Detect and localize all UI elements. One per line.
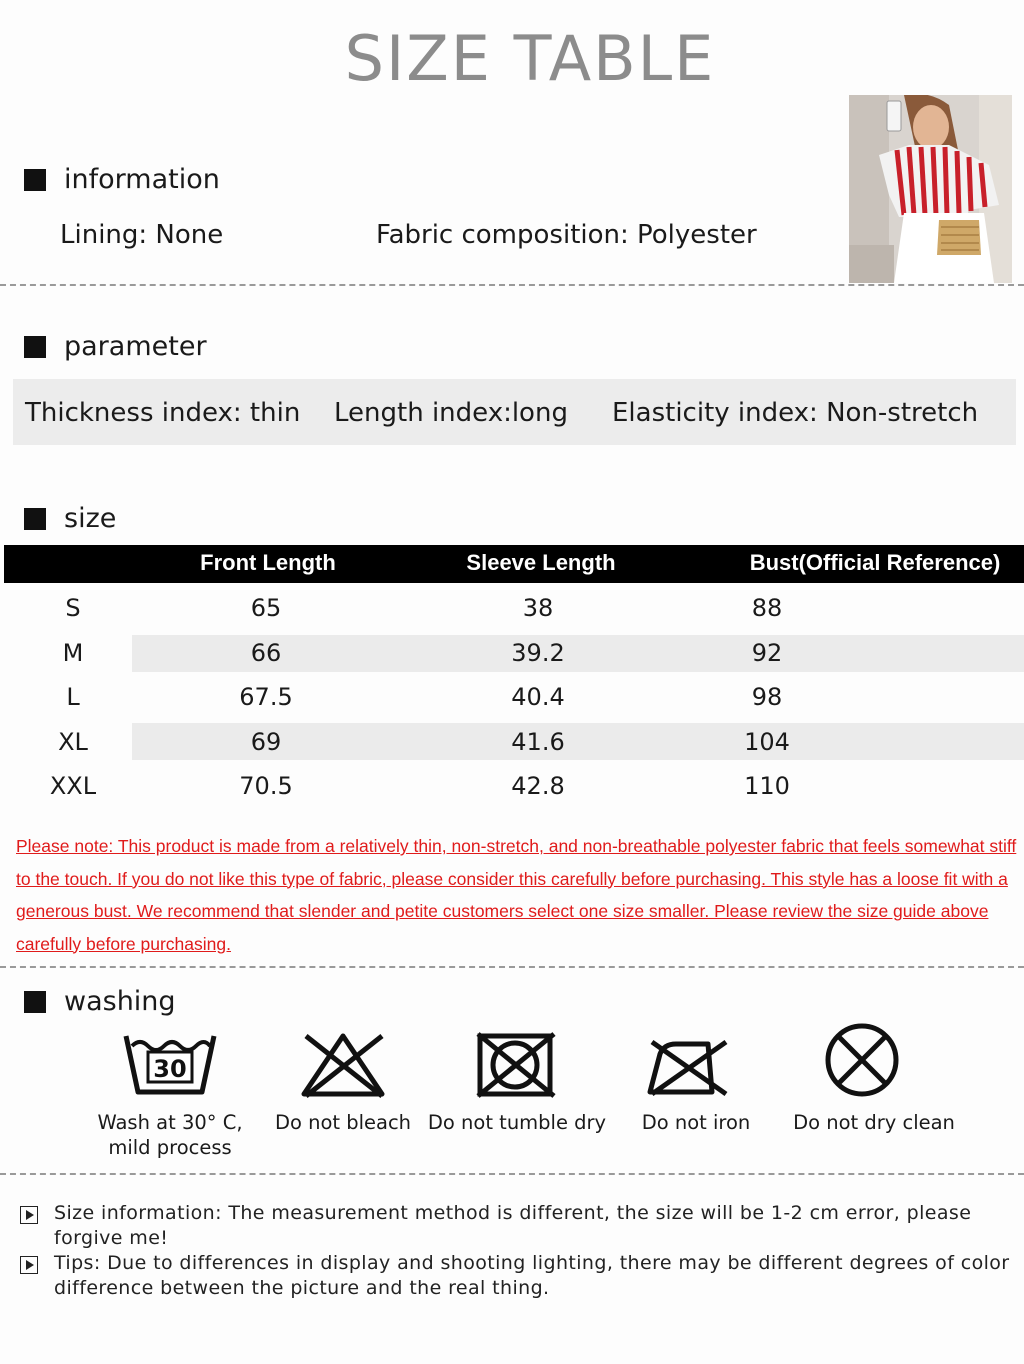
- front-length-cell: 66: [250, 639, 282, 667]
- no-bleach-icon: [298, 1030, 388, 1104]
- tip-text: Tips: Due to differences in display and shooting lighting, there may be different degrees of color difference between the picture and the real thing.: [54, 1252, 1010, 1299]
- no-tumble-dry-label: Do not tumble dry: [427, 1111, 607, 1134]
- size-cell: M: [62, 639, 84, 667]
- divider: [0, 284, 1024, 286]
- play-box-icon: [20, 1206, 38, 1224]
- bust-cell: 88: [751, 594, 783, 622]
- tip-text: Size information: The measurement method is different, the size will be 1-2 cm error, please forgive me!: [54, 1202, 972, 1249]
- header-sleeve-length: Sleeve Length: [466, 550, 616, 575]
- size-information-tip: [20, 1201, 1020, 1251]
- fabric-text: Fabric composition: Polyester: [376, 220, 757, 250]
- bust-cell: 98: [751, 683, 783, 711]
- washing-heading: [24, 986, 176, 1017]
- elasticity-index: Elasticity index: Non-stretch: [612, 398, 979, 428]
- no-bleach-label: Do not bleach: [274, 1111, 412, 1134]
- color-difference-tip: [20, 1251, 1020, 1301]
- note-line: carefully before purchasing.: [16, 933, 231, 954]
- no-iron-icon: [646, 1034, 732, 1102]
- product-photo: [849, 95, 1012, 283]
- sleeve-length-cell: 38: [522, 594, 554, 622]
- page-title: SIZE TABLE: [344, 22, 716, 95]
- wash-label-line: Wash at 30° C,: [97, 1111, 243, 1134]
- washing-heading-text: washing: [64, 986, 176, 1017]
- divider: [0, 1173, 1024, 1175]
- parameter-heading: [24, 331, 207, 362]
- wash-temperature: 30: [153, 1055, 187, 1083]
- information-heading: [24, 164, 220, 195]
- square-bullet-icon: [24, 169, 46, 191]
- size-heading-text: size: [64, 503, 117, 534]
- note-line: Please note: This product is made from a relatively thin, non-stretch, and non-breathable polyester fabric that feels somewhat stiff: [16, 836, 1017, 856]
- lining-text: Lining: None: [60, 220, 224, 250]
- note-line: generous bust. We recommend that slender and petite customers select one size smaller. Please review the size guide above: [16, 901, 989, 921]
- front-length-cell: 70.5: [239, 772, 293, 800]
- information-heading-text: information: [64, 164, 220, 195]
- wash-30-label: [70, 1110, 270, 1160]
- size-cell: XXL: [49, 772, 97, 800]
- size-cell: L: [66, 683, 80, 711]
- front-length-cell: 67.5: [239, 683, 293, 711]
- square-bullet-icon: [24, 336, 46, 358]
- size-cell: S: [65, 594, 81, 622]
- wash-label-line: mild process: [108, 1136, 232, 1159]
- wash-30-icon: [120, 1028, 220, 1102]
- bust-cell: 110: [744, 772, 790, 800]
- fabric-note: [16, 830, 1024, 960]
- no-dry-clean-label: Do not dry clean: [793, 1111, 955, 1134]
- bust-cell: 104: [744, 728, 790, 756]
- front-length-cell: 69: [250, 728, 282, 756]
- header-front-length: Front Length: [200, 550, 336, 575]
- header-bust: Bust(Official Reference): [749, 550, 1001, 575]
- size-heading: [24, 503, 116, 534]
- sleeve-length-cell: 41.6: [511, 728, 565, 756]
- bust-cell: 92: [751, 639, 783, 667]
- sleeve-length-cell: 39.2: [511, 639, 565, 667]
- size-cell: XL: [58, 728, 88, 756]
- sleeve-length-cell: 40.4: [511, 683, 565, 711]
- note-line: to the touch. If you do not like this type of fabric, please consider this carefully before purchasing. This style has a loose fit with a: [16, 868, 1008, 889]
- play-box-icon: [20, 1256, 38, 1274]
- sleeve-length-cell: 42.8: [511, 772, 565, 800]
- thickness-index: Thickness index: thin: [25, 398, 301, 428]
- divider: [0, 966, 1024, 968]
- square-bullet-icon: [24, 508, 46, 530]
- front-length-cell: 65: [250, 594, 282, 622]
- no-dry-clean-icon: [820, 1020, 904, 1104]
- parameter-heading-text: parameter: [64, 331, 207, 362]
- square-bullet-icon: [24, 991, 46, 1013]
- length-index: Length index:long: [334, 398, 568, 428]
- no-iron-label: Do not iron: [641, 1111, 751, 1134]
- no-tumble-dry-icon: [474, 1030, 558, 1104]
